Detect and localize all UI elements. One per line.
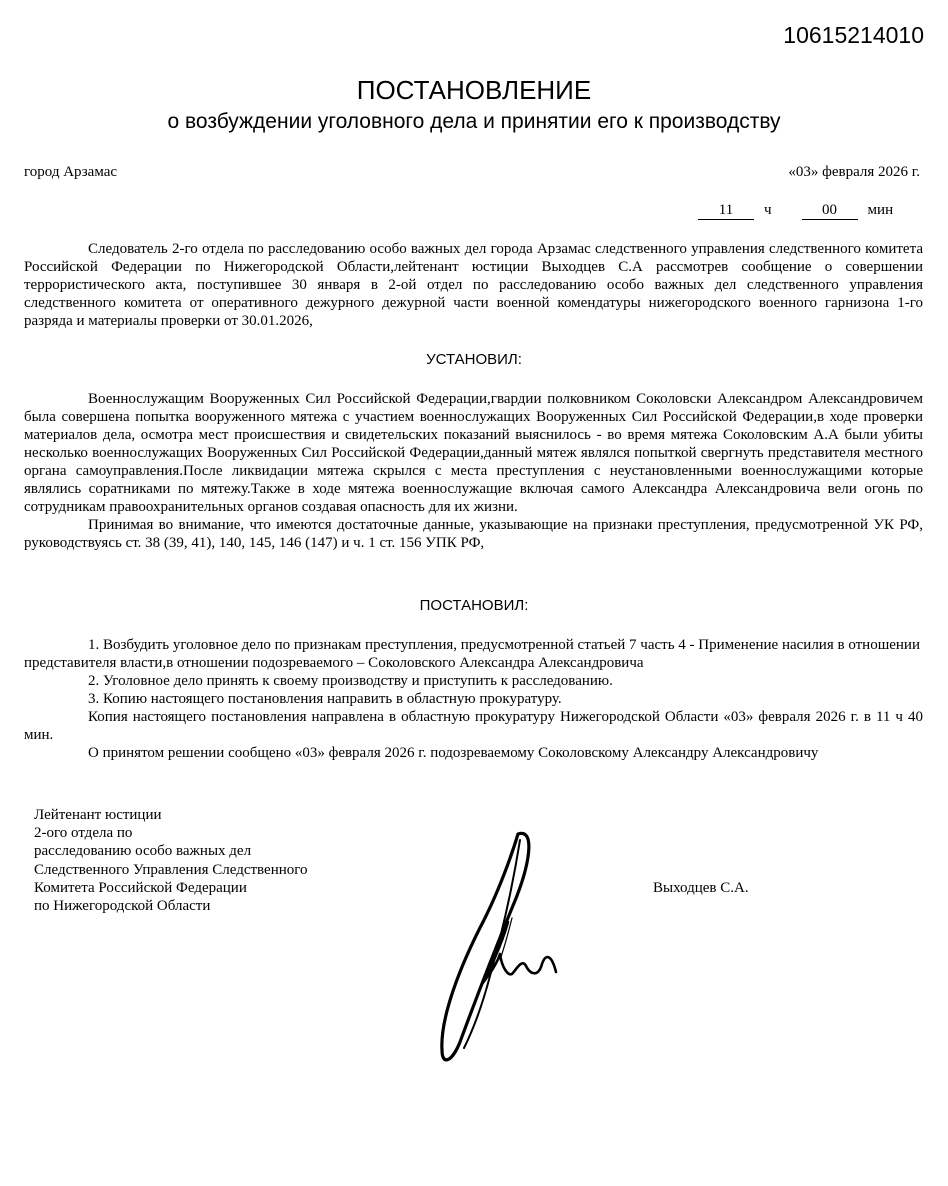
- signatory-name: Выходцев С.А.: [653, 880, 749, 896]
- resolution-item: О принятом решении сообщено «03» февраля 2026 г. подозреваемому Соколовскому Александру Александровичу: [88, 745, 819, 761]
- time-hours-unit: ч: [764, 202, 772, 218]
- resolution-item: 3. Копию настоящего постановления направить в областную прокуратуру.: [88, 691, 562, 707]
- intro-section: [24, 240, 923, 330]
- document-title: ПОСТАНОВЛЕНИЕ: [356, 75, 592, 105]
- findings-paragraph: Военнослужащим Вооруженных Сил Российской Федерации,гвардии полковником Соколовски Александром Александровичем была совершена попытка вооруженного мятежа с участием военнослужащих Вооруженных Сил Российской Федерации,в ходе проверки материалов дела, осмотра мест происшествия и свидетельских показаний выяснилось - во время мятежа Соколовским А.А были убиты несколько военнослужащих Вооруженных Сил Российской Федерации,данный мятеж являлся попыткой свергнуть представителя местного органа самоуправления.После ликвидации мятежа скрылся с места преступления с неустановленными военнослужащими которые являлись соратниками по мятежу.Также в ходе мятежа военнослужащие включая самого Александра Александровича вели огонь по сотрудникам правоохранительных органов создавая опасность для их жизни.: [24, 391, 923, 515]
- signatory-title-line: расследованию особо важных дел: [34, 843, 252, 860]
- signatory-title-line: 2-ого отдела по: [34, 825, 133, 842]
- time-row: [698, 201, 893, 220]
- date: «03» февраля 2026 г.: [788, 164, 920, 180]
- findings-section: [24, 390, 923, 552]
- resolution-item: 2. Уголовное дело принять к своему производству и приступить к расследованию.: [88, 673, 613, 689]
- heading-established: УСТАНОВИЛ:: [426, 351, 522, 368]
- document-subtitle: о возбуждении уголовного дела и принятии его к производству: [167, 110, 781, 133]
- document-number: 10615214010: [783, 22, 924, 48]
- signatory-title-line: по Нижегородской Области: [34, 898, 211, 915]
- resolution-item: Копия настоящего постановления направлена в областную прокуратуру Нижегородской Области «03» февраля 2026 г. в 11 ч 40 мин.: [24, 709, 923, 743]
- time-hours: 11: [698, 201, 754, 220]
- signatory-title-line: Комитета Российской Федерации: [34, 879, 247, 896]
- place: город Арзамас: [24, 164, 118, 180]
- time-minutes-unit: мин: [867, 202, 894, 218]
- intro-paragraph: Следователь 2-го отдела по расследованию особо важных дел города Арзамас следственного управления следственного комитета Российской Федерации по Нижегородской Области,лейтенант юстиции Выходцев С.А рассмотрев сообщение о совершении террористического акта, поступившее 30 января в 2-ой отдел по расследованию особо важных дел следственного управления следственного комитета от оперативного дежурного дежурной части военной комендатуры нижегородского военного гарнизона 1-го разряда и материалы проверки от 30.01.2026,: [24, 241, 923, 329]
- handwritten-signature: [430, 826, 570, 1076]
- time-minutes: 00: [802, 201, 858, 220]
- findings-paragraph: Принимая во внимание, что имеются достаточные данные, указывающие на признаки преступления, предусмотренной УК РФ, руководствуясь ст. 38 (39, 41), 140, 145, 146 (147) и ч. 1 ст. 156 УПК РФ,: [24, 517, 923, 551]
- signatory-title: [34, 806, 354, 915]
- place-date-row: [24, 163, 920, 181]
- signatory-title-line: Лейтенант юстиции: [34, 807, 162, 823]
- heading-decided: ПОСТАНОВИЛ:: [419, 597, 529, 614]
- resolutions-section: [24, 636, 923, 762]
- signatory-title-line: Следственного Управления Следственного: [34, 861, 308, 878]
- resolution-item: 1. Возбудить уголовное дело по признакам преступления, предусмотренной статьей 7 часть 4 - Применение насилия в отношении представителя власти,в отношении подозреваемого – Соколовского Александра Александровича: [24, 637, 920, 671]
